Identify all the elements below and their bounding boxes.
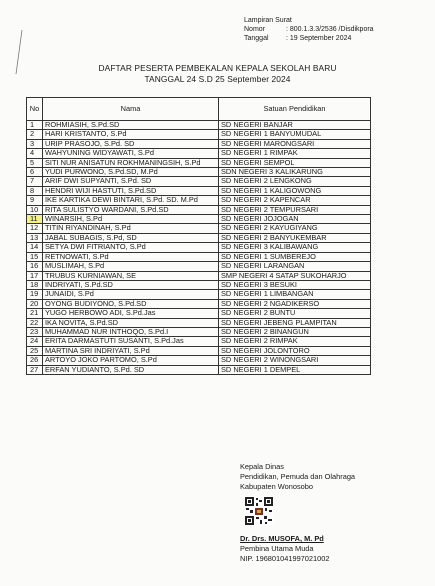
row-number: 10 [27, 205, 43, 214]
school-name: SD NEGERI JEBENG PLAMPITAN [219, 318, 371, 327]
row-number: 9 [27, 196, 43, 205]
signatory-details [240, 534, 329, 564]
row-number: 24 [27, 337, 43, 346]
participant-name: YUGO HERBOWO ADI, S.Pd.Jas [43, 309, 219, 318]
signature-block [240, 462, 355, 492]
letter-date-value: : 19 September 2024 [286, 35, 352, 42]
row-number: 18 [27, 280, 43, 289]
school-name: SD NEGERI 2 KAPENCAR [219, 196, 371, 205]
school-name: SD NEGERI BANJAR [219, 121, 371, 130]
participant-name: HARI KRISTANTO, S.Pd [43, 130, 219, 139]
table-row [27, 365, 371, 374]
participant-name: TRUBUS KURNIAWAN, SE [43, 271, 219, 280]
row-number: 13 [27, 233, 43, 242]
signatory-rank: Pembina Utama Muda [240, 544, 314, 553]
school-name: SD NEGERI 2 BANYUKEMBAR [219, 233, 371, 242]
school-name: SD NEGERI 2 RIMPAK [219, 337, 371, 346]
table-row [27, 130, 371, 139]
letter-number-label: Nomor [244, 26, 266, 33]
table-row [27, 224, 371, 233]
table-row [27, 252, 371, 261]
participant-name: ARIF DWI SUPYANTI, S.Pd. SD [43, 177, 219, 186]
signatory-title: Kepala Dinas [240, 462, 284, 471]
participant-name: YUDI PURWONO, S.Pd.SD, M.Pd [43, 168, 219, 177]
table-row [27, 196, 371, 205]
row-number: 15 [27, 252, 43, 261]
row-number: 23 [27, 327, 43, 336]
participant-name: JUNAIDI, S.Pd [43, 290, 219, 299]
participant-name: MUHAMMAD NUR INTHOQO, S.Pd.I [43, 327, 219, 336]
participant-name: OYONG BUDIYONO, S.Pd.SD [43, 299, 219, 308]
row-number: 19 [27, 290, 43, 299]
school-name: SD NEGERI 2 LENGKONG [219, 177, 371, 186]
school-name: SD NEGERI 1 RIMPAK [219, 149, 371, 158]
school-name: SDN NEGERI 3 KALIKARUNG [219, 168, 371, 177]
letter-header [244, 16, 374, 43]
participant-name: ROHMIASIH, S.Pd.SD [43, 121, 219, 130]
row-number: 7 [27, 177, 43, 186]
participant-name: RITA SULISTYO WARDANI, S.Pd.SD [43, 205, 219, 214]
attachment-label: Lampiran Surat [244, 17, 292, 24]
table-row [27, 290, 371, 299]
participant-name: RETNOWATI, S.Pd [43, 252, 219, 261]
table-row [27, 337, 371, 346]
table-row [27, 346, 371, 355]
participant-name: INDRIYATI, S.Pd.SD [43, 280, 219, 289]
table-row [27, 356, 371, 365]
participant-name: JABAL SUBAGIS, S.Pd, SD [43, 233, 219, 242]
participant-name: WAHYUNING WIDYAWATI, S.Pd [43, 149, 219, 158]
participant-name: MUSLIMAH, S.Pd [43, 262, 219, 271]
table-row [27, 327, 371, 336]
row-number: 21 [27, 309, 43, 318]
school-name: SD NEGERI LARANGAN [219, 262, 371, 271]
school-name: SD NEGERI 1 SUMBEREJO [219, 252, 371, 261]
row-number: 6 [27, 168, 43, 177]
row-number: 26 [27, 356, 43, 365]
row-number: 14 [27, 243, 43, 252]
table-row [27, 233, 371, 242]
row-number: 20 [27, 299, 43, 308]
participant-name: MARTINA SRI INDRIYATI, S.Pd [43, 346, 219, 355]
school-name: SD NEGERI 2 NGADIKERSO [219, 299, 371, 308]
row-number: 4 [27, 149, 43, 158]
qr-code-icon [244, 496, 274, 526]
signatory-department: Pendidikan, Pemuda dan Olahraga [240, 472, 356, 481]
participant-name: URIP PRASOJO, S.Pd. SD [43, 139, 219, 148]
table-row [27, 149, 371, 158]
letter-number-row [244, 25, 374, 34]
school-name: SD NEGERI 3 KALIBAWANG [219, 243, 371, 252]
school-name: SD NEGERI 1 DEMPEL [219, 365, 371, 374]
participant-name: HENDRI WIJI HASTUTI, S.Pd.SD [43, 186, 219, 195]
participant-name: ERFAN YUDIANTO, S.Pd. SD [43, 365, 219, 374]
signatory-region: Kabupaten Wonosobo [240, 482, 314, 491]
table-row [27, 215, 371, 224]
participant-name: ARTOYO JOKO PARTOMO, S.Pd [43, 356, 219, 365]
school-name: SD NEGERI JOJOGAN [219, 215, 371, 224]
school-name: SD NEGERI 2 BINANGUN [219, 327, 371, 336]
school-name: SD NEGERI 1 KALIGOWONG [219, 186, 371, 195]
column-header-no: No [27, 98, 43, 121]
school-name: SD NEGERI SEMPOL [219, 158, 371, 167]
table-row [27, 205, 371, 214]
row-number: 25 [27, 346, 43, 355]
participant-table [26, 97, 371, 375]
table-row [27, 271, 371, 280]
column-header-name: Nama [43, 98, 219, 121]
table-row [27, 262, 371, 271]
school-name: SD NEGERI 2 WINONGSARI [219, 356, 371, 365]
column-header-school: Satuan Pendidikan [219, 98, 371, 121]
signatory-name: Dr. Drs. MUSOFA, M. Pd [240, 534, 324, 543]
row-number: 16 [27, 262, 43, 271]
school-name: SD NEGERI MARONGSARI [219, 139, 371, 148]
row-number: 11 [27, 215, 43, 224]
table-row [27, 318, 371, 327]
table-row [27, 243, 371, 252]
row-number: 17 [27, 271, 43, 280]
document-subtitle: TANGGAL 24 S.D 25 September 2024 [144, 74, 291, 84]
school-name: SD NEGERI 2 KAYUGIYANG [219, 224, 371, 233]
table-row [27, 177, 371, 186]
school-name: SD NEGERI 2 TEMPURSARI [219, 205, 371, 214]
row-number: 2 [27, 130, 43, 139]
table-header-row [27, 98, 371, 121]
row-number: 3 [27, 139, 43, 148]
school-name: SD NEGERI JOLONTORO [219, 346, 371, 355]
school-name: SD NEGERI 1 LIMBANGAN [219, 290, 371, 299]
school-name: SMP NEGERI 4 SATAP SUKOHARJO [219, 271, 371, 280]
participant-name: WINARSIH, S.Pd [43, 215, 219, 224]
school-name: SD NEGERI 2 BUNTU [219, 309, 371, 318]
school-name: SD NEGERI 3 BESUKI [219, 280, 371, 289]
participant-name: SETYA DWI FITRIANTO, S.Pd [43, 243, 219, 252]
table-row [27, 158, 371, 167]
document-title: DAFTAR PESERTA PEMBEKALAN KEPALA SEKOLAH BARU [98, 63, 337, 73]
letter-number-value: : 800.1.3.3/2536 /Disdikpora [286, 26, 374, 33]
table-row [27, 121, 371, 130]
letter-date-row [244, 34, 374, 43]
table-row [27, 139, 371, 148]
participant-name: TITIN RIYANDINAH, S.Pd [43, 224, 219, 233]
table-row [27, 299, 371, 308]
table-row [27, 168, 371, 177]
participant-name: IKE KARTIKA DEWI BINTARI, S.Pd. SD. M.Pd [43, 196, 219, 205]
signatory-nip: NIP. 196801041997021002 [240, 554, 330, 563]
participant-name: SITI NUR ANISATUN ROKHMANINGSIH, S.Pd [43, 158, 219, 167]
row-number: 12 [27, 224, 43, 233]
row-number: 8 [27, 186, 43, 195]
row-number: 5 [27, 158, 43, 167]
table-row [27, 309, 371, 318]
table-row [27, 280, 371, 289]
participant-name: IKA NOVITA, S.Pd.SD [43, 318, 219, 327]
participant-name: ERITA DARMASTUTI SUSANTI, S.Pd.Jas [43, 337, 219, 346]
school-name: SD NEGERI 1 BANYUMUDAL [219, 130, 371, 139]
row-number: 1 [27, 121, 43, 130]
letter-date-label: Tanggal [244, 35, 269, 42]
table-row [27, 186, 371, 195]
row-number: 22 [27, 318, 43, 327]
row-number: 27 [27, 365, 43, 374]
